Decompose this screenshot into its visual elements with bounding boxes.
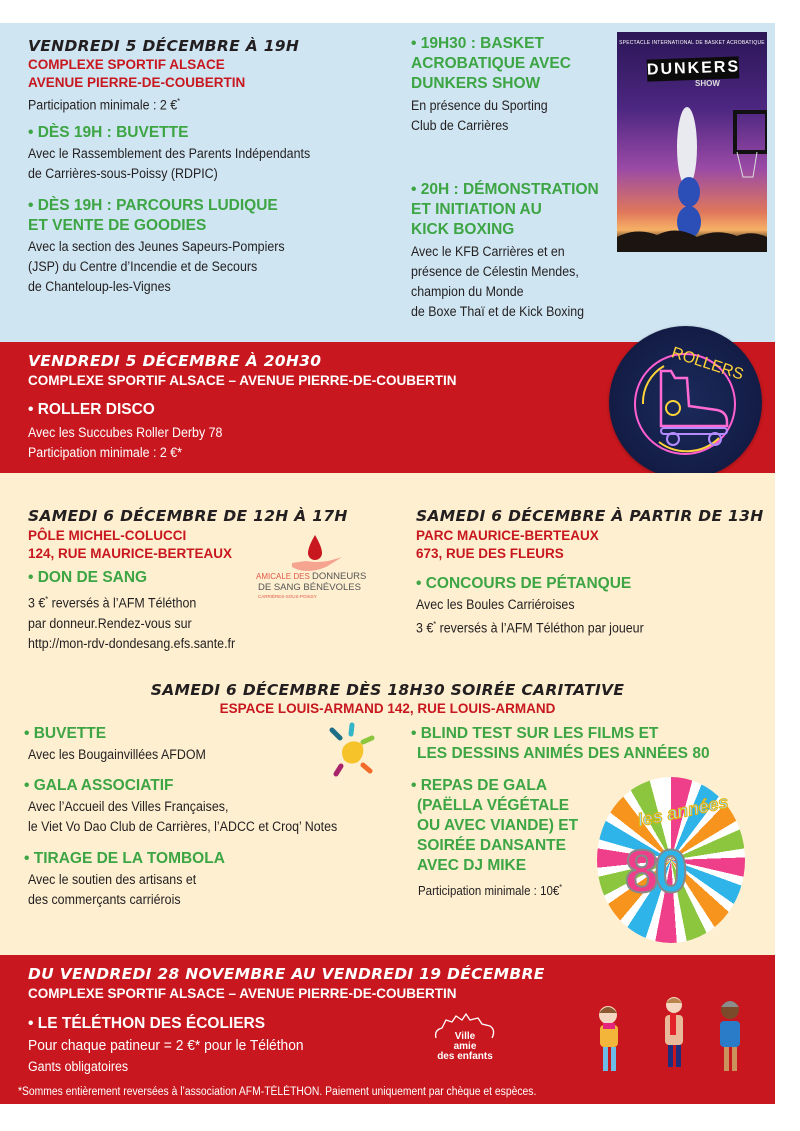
section3-right-place-line1: PARC MAURICE-BERTEAUX bbox=[416, 528, 599, 543]
soiree-item-tombola-title: • TIRAGE DE LA TOMBOLA bbox=[24, 850, 225, 867]
footnote: *Sommes entièrement reversées à l’association AFM-TÉLÉTHON. Paiement uniquement par chèque et espèces. bbox=[18, 1086, 537, 1098]
soiree-item-tombola-desc: Avec le soutien des artisans et des commerçants carriérois bbox=[28, 872, 197, 907]
section4-desc2: Gants obligatoires bbox=[28, 1059, 129, 1074]
section1-item-buvette-title: • DÈS 19H : BUVETTE bbox=[28, 124, 189, 141]
section4-desc1: Pour chaque patineur = 2 €* pour le Téléthon bbox=[28, 1037, 304, 1054]
badge-line2: amie bbox=[453, 1041, 477, 1052]
poster-logo-sub: SHOW bbox=[695, 79, 720, 88]
ville-amie-des-enfants-badge bbox=[430, 1012, 500, 1072]
section1-item-kickboxing-desc: Avec le KFB Carrières et en présence de Célestin Mendes, champion du Monde de Boxe Thaï et de Kick Boxing bbox=[411, 244, 585, 319]
section3-right-place-line2: 673, RUE DES FLEURS bbox=[416, 546, 564, 561]
section1-item-kickboxing-title: • 20H : DÉMONSTRATION ET INITIATION AU KICK BOXING bbox=[411, 181, 599, 238]
blood-donors-logo bbox=[256, 527, 376, 607]
logo-text-amicale: AMICALE DES bbox=[256, 572, 313, 581]
blood-drop-hand-icon bbox=[256, 527, 376, 577]
section2-date: VENDREDI 5 DÉCEMBRE À 20H30 bbox=[28, 352, 322, 370]
section4-item-telethon-ecoliers: • LE TÉLÉTHON DES ÉCOLIERS bbox=[28, 1015, 266, 1032]
logo-text-donneurs: DONNEURS bbox=[312, 571, 367, 582]
soiree-repas-participation: Participation minimale : 10€* bbox=[418, 883, 563, 899]
section4-place: COMPLEXE SPORTIF ALSACE – AVENUE PIERRE-DE-COUBERTIN bbox=[28, 986, 457, 1001]
soiree-item-repas-gala-title: • REPAS DE GALA (PAËLLA VÉGÉTALE OU AVEC VIANDE) ET SOIRÉE DANSANTE AVEC DJ MIKE bbox=[411, 777, 579, 874]
annees-80-number: 80 bbox=[625, 838, 684, 905]
section3-right-desc: Avec les Boules Carriéroises 3 €* reversés à l’AFM Téléthon par joueur bbox=[416, 597, 644, 636]
section1-item-parcours-title: • DÈS 19H : PARCOURS LUDIQUE ET VENTE DE GOODIES bbox=[28, 197, 278, 234]
annees-80-image bbox=[597, 777, 745, 943]
afdom-sun-logo-icon bbox=[322, 720, 382, 780]
section1-participation: Participation minimale : 2 €* bbox=[28, 97, 180, 113]
section4-date: DU VENDREDI 28 NOVEMBRE AU VENDREDI 19 DÉCEMBRE bbox=[28, 965, 545, 983]
section3-left-desc: 3 €* reversés à l’AFM Téléthon par donneur.Rendez-vous sur http://mon-rdv-dondesang.efs.sante.fr bbox=[28, 595, 236, 651]
badge-line1: Ville bbox=[454, 1031, 476, 1042]
badge-line3: des enfants bbox=[437, 1051, 493, 1062]
rollers-neon-image bbox=[609, 326, 762, 479]
section3-right-date: SAMEDI 6 DÉCEMBRE À PARTIR DE 13H bbox=[416, 507, 764, 525]
logo-text-sang-benevoles: DE SANG BÉNÉVOLES bbox=[258, 582, 361, 593]
section3-left-item-don-de-sang: • DON DE SANG bbox=[28, 569, 148, 586]
dunkers-show-poster-image bbox=[617, 32, 767, 252]
soiree-item-gala-desc: Avec l’Accueil des Villes Françaises, le Viet Vo Dao Club de Carrières, l’ADCC et Croq’ Notes bbox=[28, 799, 338, 834]
soiree-item-buvette-desc: Avec les Bougainvillées AFDOM bbox=[28, 747, 206, 762]
section2-item-roller-disco: • ROLLER DISCO bbox=[28, 401, 155, 418]
soiree-item-blind-test-title: • BLIND TEST SUR LES FILMS ET LES DESSINS ANIMÉS DES ANNÉES 80 bbox=[411, 725, 710, 762]
section1-item-basket-desc: En présence du Sporting Club de Carrières bbox=[411, 98, 548, 133]
skating-children-illustration bbox=[570, 985, 770, 1085]
annees-80-les-annees-text: les années bbox=[635, 791, 731, 831]
poster-logo: DUNKERS bbox=[647, 56, 740, 81]
section3-left-place-line1: PÔLE MICHEL-COLUCCI bbox=[28, 528, 187, 543]
section3-left-place-line2: 124, RUE MAURICE-BERTEAUX bbox=[28, 546, 233, 561]
roller-skate-icon bbox=[609, 326, 762, 479]
logo-text-carrieres: CARRIÈRES-SOUS-POISSY bbox=[258, 594, 317, 599]
section1-item-buvette-desc: Avec le Rassemblement des Parents Indépendants de Carrières-sous-Poissy (RDPIC) bbox=[28, 146, 311, 181]
section1-date: VENDREDI 5 DÉCEMBRE À 19H bbox=[28, 37, 300, 55]
acrobats-illustration bbox=[617, 32, 767, 252]
svg-text:ROLLERS: ROLLERS bbox=[669, 344, 746, 384]
section2-desc: Avec les Succubes Roller Derby 78 Participation minimale : 2 €* bbox=[28, 425, 223, 460]
section1-place-line1: COMPLEXE SPORTIF ALSACE bbox=[28, 57, 225, 72]
section1-item-parcours-desc: Avec la section des Jeunes Sapeurs-Pompiers (JSP) du Centre d’Incendie et de Secours de Chanteloup-les-Vignes bbox=[28, 239, 285, 294]
section1-item-basket-title: • 19H30 : BASKET ACROBATIQUE AVEC DUNKERS SHOW bbox=[411, 35, 571, 92]
section1-place-line2: AVENUE PIERRE-DE-COUBERTIN bbox=[28, 75, 246, 90]
soiree-place: ESPACE LOUIS-ARMAND 142, RUE LOUIS-ARMAND bbox=[219, 701, 556, 716]
poster-top-text: SPECTACLE INTERNATIONAL DE BASKET ACROBATIQUE bbox=[619, 40, 765, 46]
soiree-item-buvette-title: • BUVETTE bbox=[24, 725, 107, 742]
section2-place: COMPLEXE SPORTIF ALSACE – AVENUE PIERRE-DE-COUBERTIN bbox=[28, 373, 457, 388]
soiree-item-gala-title: • GALA ASSOCIATIF bbox=[24, 777, 174, 794]
section3-right-item-petanque: • CONCOURS DE PÉTANQUE bbox=[416, 575, 632, 592]
section3-left-date: SAMEDI 6 DÉCEMBRE DE 12H À 17H bbox=[28, 507, 348, 525]
soiree-date: SAMEDI 6 DÉCEMBRE DÈS 18H30 SOIRÉE CARITATIVE bbox=[150, 681, 625, 699]
